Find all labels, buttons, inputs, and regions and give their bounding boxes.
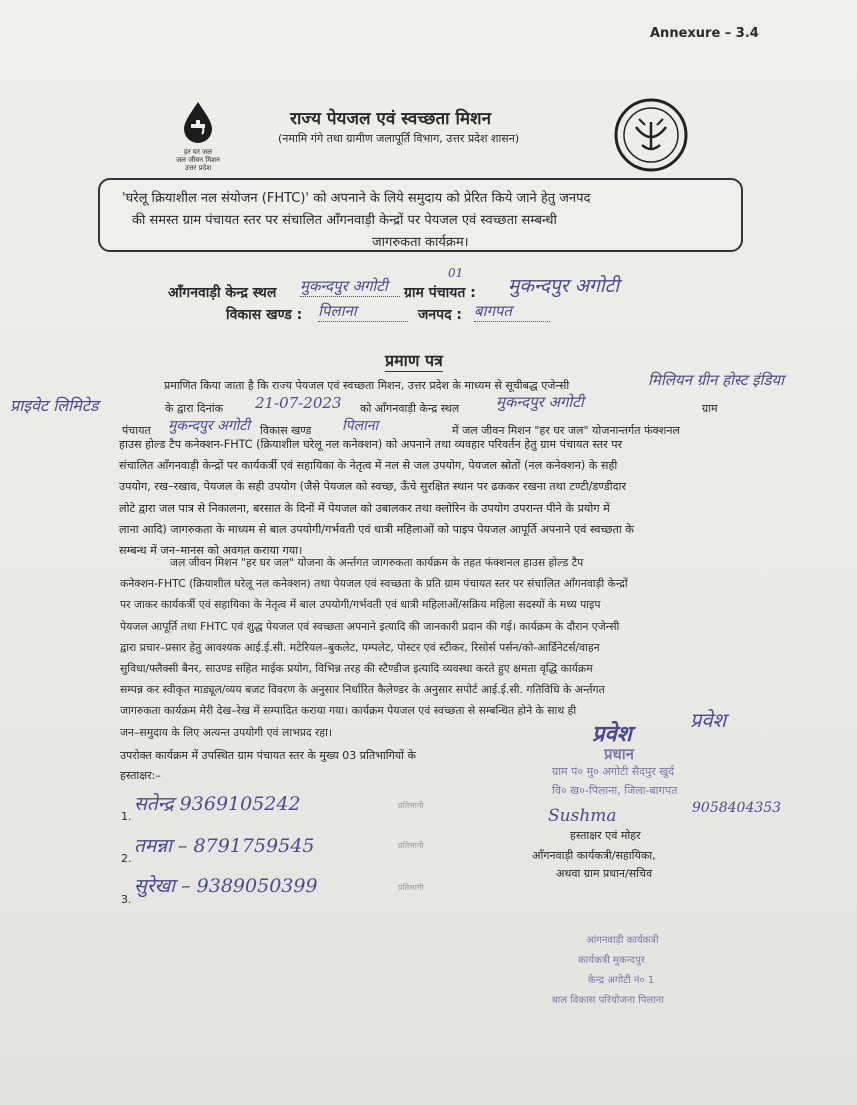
para1-date-label: के द्वारा दिनांक [165, 402, 224, 415]
block-label: विकास खण्ड : [226, 307, 303, 323]
water-drop-icon [180, 100, 216, 144]
participants-intro: उपरोक्त कार्यक्रम में उपस्थित ग्राम पंचायत स्तर के मुख्य 03 प्रतिभागियों के [120, 749, 416, 762]
participant-signature: तमन्ना – 8791759545 [134, 835, 315, 857]
anganwadi-field [300, 276, 410, 297]
para1-line: उपयोग, रख–रखाव, पेयजल के सही उपयोग (जैसे पेयजल को स्वच्छ, ऊँचे सुरक्षित स्थान पर ढककर रखना तथा टण्टी/डण्डीदार [119, 480, 627, 494]
para2-line: सुविधा/फ्लैक्सी बैनर, साउण्ड सहित माईक प्रयोग, विभिन्न तरह की स्टैण्डीज इत्यादि व्यवस्था करते हुए क्षमता वृद्धि कार्यक्रम [120, 662, 593, 676]
sign-role-label-1: आँगनवाड़ी कार्यकत्री/सहायिका, [532, 849, 656, 862]
har-ghar-jal-logo [168, 100, 228, 172]
banner-line-3: जागरुकता कार्यक्रम। [372, 235, 469, 250]
agency-handwritten-2: प्राइवेट लिमिटेड [10, 396, 99, 415]
participant-signature: सतेन्द्र 9369105242 [134, 793, 301, 815]
anganwadi-stamp-line: बाल विकास परियोजना पिलाना [552, 995, 664, 1006]
panchayat-value: मुकन्दपुर अगोटी [508, 275, 620, 297]
participant-number: 2. [121, 852, 132, 865]
participant-faint-label: प्रतिभागी [398, 883, 424, 892]
block-value: पिलाना [318, 301, 408, 322]
mission-subtitle: (नमामि गंगे तथा ग्रामीण जलापूर्ति विभाग, उत्तर प्रदेश शासन) [278, 132, 520, 145]
anganwadi-stamp-line: आंगनवाड़ी कार्यकत्री [586, 935, 659, 946]
para2-line: जन–समुदाय के लिए अत्यन्त उपयोगी एवं लाभप्रद रहा। [120, 725, 333, 739]
para1-place-label: को आँगनवाड़ी केन्द्र स्थल [360, 402, 460, 415]
participants-intro-2: हस्ताक्षर:– [120, 769, 161, 782]
anganwadi-signature: Sushma [548, 806, 617, 826]
district-label: जनपद : [418, 307, 463, 323]
emblem-icon [612, 97, 690, 173]
anganwadi-stamp-line: कार्यकत्री मुकन्दपुर [578, 955, 645, 966]
anganwadi-stamp-line: केन्द्र अगोटी नं० 1 [588, 975, 655, 986]
para2-line: द्वारा प्रचार–प्रसार हेतु आवश्यक आई.ई.सी. मटेरियल–बुकलेट, पम्पलेट, पोस्टर एवं स्टीकर, रिसोर्स पर्सन/को-आर्डिनेटर्स/वाहन [120, 640, 600, 654]
district-value: बागपत [474, 301, 550, 322]
para1-line1: प्रमाणित किया जाता है कि राज्य पेयजल एवं स्वच्छता मिशन, उत्तर प्रदेश के माध्यम से सूचीबद्ध एजेन्सी [164, 379, 570, 392]
agency-handwritten: मिलियन ग्रीन होस्ट इंडिया [648, 371, 785, 389]
pradhan-stamp-line2: ग्राम पं० मु० अगोटी सैदपुर खुर्द [552, 765, 675, 778]
para1-village-label: ग्राम [702, 402, 718, 415]
place-handwritten: मुकन्दपुर अगोटी [496, 393, 584, 411]
pradhan-stamp-line3: वि० ख०-पिलाना, जिला-बागपत [552, 784, 678, 797]
up-government-emblem [612, 97, 690, 177]
annexure-label: Annexure – 3.4 [650, 26, 759, 41]
para2-line: कनेक्शन-FHTC (क्रियाशील घरेलू नल कनेक्शन) तथा पेयजल एवं स्वच्छता के प्रति ग्राम पंचायत स्तर पर संचालित आँगनवाड़ी केन्द्रों [120, 577, 628, 591]
para1-line: संचालित आँगनवाड़ी केन्द्रों पर कार्यकर्त्री एवं सहायिका के नेतृत्व में नल से जल उपयोग, पेयजल स्रोतों (नल कनेक्शन) के सही [119, 459, 618, 473]
para1-line: सम्बन्ध में जन–मानस को अवगत कराया गया। [119, 544, 303, 558]
panchayat-label: ग्राम पंचायत : [404, 285, 476, 301]
para2-line: पेयजल आपूर्ति तथा FHTC एवं शुद्ध पेयजल एवं स्वच्छता अपनाने इत्यादि की जानकारी प्रदान की गई। कार्यक्रम के दौरान एजेन्सी [120, 619, 620, 633]
program-banner [98, 178, 743, 252]
paragraph-1 [119, 434, 739, 561]
para1-panchayat-label: पंचायत [122, 424, 151, 437]
para2-line: जागरुकता कार्यक्रम मेरी देख–रेख में सम्पादित कराया गया। कार्यक्रम पेयजल एवं स्वच्छता से सम्बन्धित होने के साथ ही [120, 704, 577, 718]
para1-block-label: विकास खण्ड [260, 424, 312, 437]
panchayat-handwritten: मुकन्दपुर अगोटी [168, 418, 250, 434]
mission-title: राज्य पेयजल एवं स्वच्छता मिशन [290, 109, 492, 129]
banner-line-1: 'घरेलू क्रियाशील नल संयोजन (FHTC)' को अपनाने के लिये समुदाय को प्रेरित किये जाने हेतु जनपद [122, 191, 591, 206]
participant-number: 3. [121, 893, 132, 906]
logo-caption: हर घर जल जल जीवन मिशन उत्तर प्रदेश [176, 148, 220, 172]
para1-line: लाना आदि) जागरुकता के माध्यम से बाल उपयोगी/गर्भवती एवं धात्री महिलाओं को पाइप पेयजल आपूर्ति अपनाने एवं स्वच्छता के [119, 522, 634, 536]
pradhan-stamp-title: प्रधान [604, 745, 634, 763]
pradhan-phone: 9058404353 [692, 800, 782, 816]
banner-line-2: की समस्त ग्राम पंचायत स्तर पर संचालित आँगनवाड़ी केन्द्रों पर पेयजल एवं स्वच्छता सम्बन्धी [132, 213, 557, 228]
para1-line: हाउस होल्ड टैप कनेक्शन-FHTC (क्रियाशील घरेलू नल कनेक्शन) को अपनाने तथा व्यवहार परिवर्तन हेतु ग्राम पंचायत स्तर पर [119, 438, 623, 451]
para2-line: पर जाकर कार्यकर्त्री एवं सहायिका के नेतृत्व में बाल उपयोगी/गर्भवती एवं धात्री महिलाओं/सक्रिय महिला सदस्यों के मध्य पाइप [120, 598, 601, 612]
pradhan-signature-2: प्रवेश [690, 708, 727, 732]
anganwadi-number: 01 [448, 266, 464, 280]
para1-line3: में जल जीवन मिशन "हर घर जल" योजनान्तर्गत फंक्शनल [452, 424, 680, 437]
date-handwritten: 21-07-2023 [255, 394, 342, 412]
block-handwritten: पिलाना [342, 418, 379, 434]
participant-number: 1. [121, 810, 132, 823]
certificate-heading: प्रमाण पत्र [385, 351, 443, 370]
participant-faint-label: प्रतिभागी [398, 801, 424, 810]
para1-line: लोटे द्वारा जल पात्र से निकालना, बरसात के दिनों में पेयजल को उबालकर तथा क्लोरिन के उपयोग उपरान्त पीने के प्रयोग में [119, 501, 610, 515]
para2-line: जल जीवन मिशन "हर घर जल" योजना के अर्न्तगत जागरुकता कार्यक्रम के तहत फंक्शनल हाउस होल्ड टैप [170, 556, 584, 569]
paragraph-2 [120, 552, 740, 743]
para2-line: सम्पन्न कर स्वीकृत माड्यूल/व्यय बजट विवरण के अनुसार निर्धारित कैलेण्डर के अनुसार सपोर्ट आई.ई.सी. गतिविधि के अर्न्तगत [120, 683, 605, 697]
anganwadi-label: आँगनवाड़ी केन्द्र स्थल [168, 285, 277, 301]
anganwadi-value: मुकन्दपुर अगोटी [300, 276, 400, 297]
pradhan-signature-1: प्रवेश [592, 721, 632, 747]
sign-stamp-label: हस्ताक्षर एवं मोहर [570, 829, 641, 842]
participant-faint-label: प्रतिभागी [398, 841, 424, 850]
sign-role-label-2: अथवा ग्राम प्रधान/सचिव [556, 867, 653, 880]
participant-signature: सुरेखा – 9389050399 [134, 875, 318, 897]
